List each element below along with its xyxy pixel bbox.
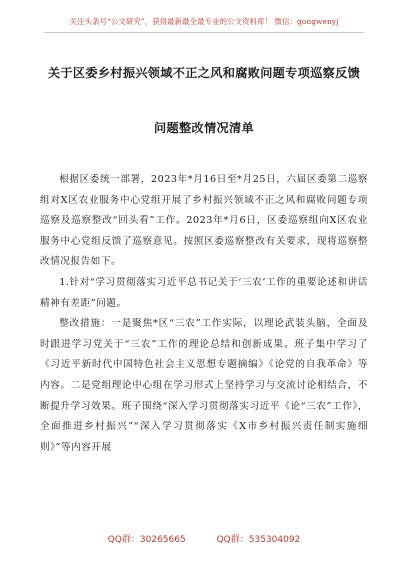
footer-qq-group-2: QQ群：535304092 (216, 535, 301, 545)
paragraph-item-1: 1.针对“学习贯彻落实习近平总书记关于‘三农’工作的重要论述和讲话精神有差距”问题。 (40, 276, 368, 309)
footer-qq-group-1: QQ群：30265665 (107, 535, 186, 545)
document-body (40, 170, 368, 458)
footer (0, 532, 408, 545)
document-title: 关于区委乡村振兴领域不正之风和腐败问题专项巡察反馈 (47, 66, 361, 80)
watermark-banner: 关注头条号“公文研究”，获得最新最全最专业的公文资料库！ 微信：gongwenyj (44, 16, 364, 33)
paragraph-measures: 整改措施：一是聚焦*区“三农”工作实际，以理论武装头脑，全面及时跟进学习党关于“三农”工作的理论总结和创新成果。班子集中学习了《习近平新时代中国特色社会主义思想专题摘编》《论党的自我革命》等内容。二是党组理论中心组在学习形式上坚持学习与交流讨论相结合，不断提升学习效果。班子围绕“深入学习贯彻落实习近平《论“三农”工作》，全面推进乡村振兴”“深入学习贯彻落实《X市乡村振兴责任制实施细则》”等内容开展 (40, 318, 368, 453)
document-subtitle: 问题整改情况清单 (154, 121, 254, 135)
paragraph-intro: 根据区委统一部署，2023年*月16日至*月25日，六届区委第二巡察组对X区农业服务中心党组开展了乡村振兴领域不正之风和腐败问题专项巡察及巡察整改“回头看”工作。2023年*月6日，区委巡察组向X区农业服务中心党组反馈了巡察意见。按照区委巡察整改有关要求，现将巡察整改情况报告如下。 (40, 174, 368, 268)
